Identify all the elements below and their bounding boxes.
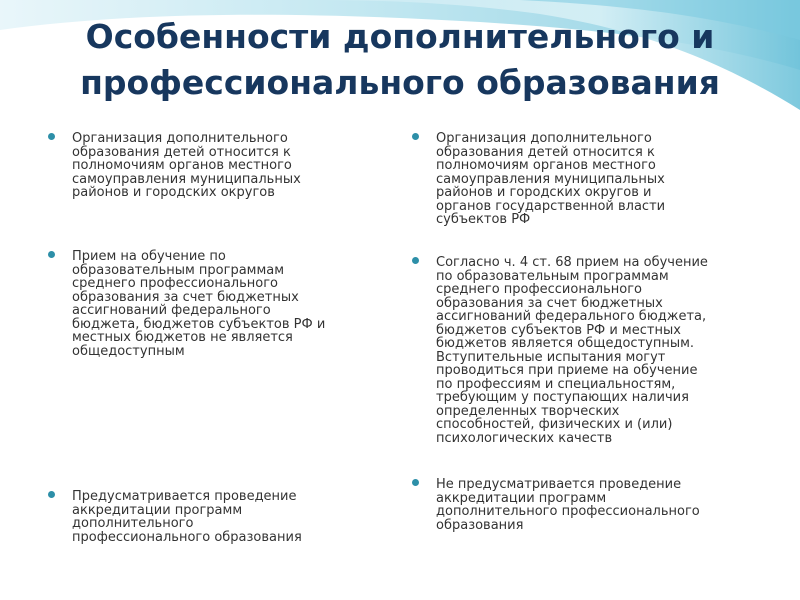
- bullet-icon: [412, 133, 419, 140]
- right-item-2: [412, 256, 761, 445]
- left-item-3: [48, 490, 382, 544]
- right-item-1: [412, 132, 761, 227]
- bullet-icon: [48, 491, 55, 498]
- bullet-icon: [412, 257, 419, 264]
- right-item-1-text: Организация дополнительного образования детей относится к полномочиям органов местного самоуправления муниципальных районов и городских округов и органов государственной власти субъектов РФ: [436, 131, 666, 227]
- slide-title: Особенности дополнительного и профессионального образования: [80, 17, 720, 102]
- bullet-icon: [48, 251, 55, 258]
- right-item-2-text: Согласно ч. 4 ст. 68 прием на обучение по образовательным программам среднего профессионального образования за счет бюджетных ассигнований федерального бюджета, бюджетов субъектов РФ и местных бюджетов является общедоступным. Вступительные испытания могут проводиться при приеме на обучение по профессиям и специальностям, требующим у поступающих наличия определенных творческих способностей, физических и (или) психологических качеств: [436, 255, 708, 446]
- right-item-3: [412, 478, 761, 532]
- left-item-1-text: Организация дополнительного образования детей относится к полномочиям органов местного самоуправления муниципальных районов и городских округов: [72, 131, 301, 200]
- left-item-2-text: Прием на обучение по образовательным программам среднего профессионального образования за счет бюджетных ассигнований федерального бюджета, бюджетов субъектов РФ и местных бюджетов не является общедоступным: [72, 249, 326, 359]
- left-item-1: [48, 132, 382, 200]
- left-item-2: [48, 250, 382, 358]
- left-item-3-text: Предусматривается проведение аккредитации программ дополнительного профессионального образования: [72, 489, 302, 545]
- bullet-icon: [412, 479, 419, 486]
- bullet-icon: [48, 133, 55, 140]
- right-item-3-text: Не предусматривается проведение аккредитации программ дополнительного профессионального образования: [436, 477, 700, 533]
